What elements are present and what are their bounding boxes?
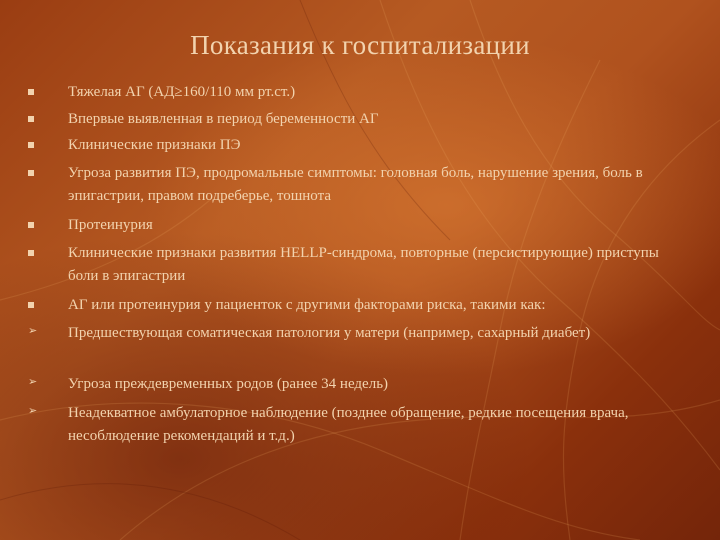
list-item-text: Впервые выявленная в период беременности АГ: [68, 111, 379, 127]
square-bullet-icon: [28, 137, 42, 148]
list-item-text: Предшествующая соматическая патология у матери (например, сахарный диабет): [68, 325, 591, 341]
square-bullet-icon: [28, 111, 42, 122]
square-bullet-icon: [28, 217, 42, 228]
list-item-text: Угроза преждевременных родов (ранее 34 недель): [68, 376, 389, 392]
list-item-text: Неадекватное амбулаторное наблюдение (позднее обращение, редкие посещения врача, несоблюдение рекомендаций и т.д.): [68, 405, 629, 444]
slide-title: Показания к госпитализации: [190, 30, 530, 60]
square-bullet-icon: [28, 84, 42, 95]
list-item-text: Клинические признаки ПЭ: [68, 137, 241, 153]
square-bullet-icon: [28, 245, 42, 256]
arrow-bullet-icon: ➢: [28, 404, 38, 417]
arrow-bullet-icon: ➢: [28, 324, 38, 337]
arrow-bullet-icon: ➢: [28, 375, 38, 388]
list-item-text: Тяжелая АГ (АД≥160/110 мм рт.ст.): [68, 84, 296, 100]
square-bullet-icon: [28, 297, 42, 308]
list-item-text: Угроза развития ПЭ, продромальные симптомы: головная боль, нарушение зрения, боль в эпигастрии, правом подреберье, тошнота: [68, 165, 643, 204]
list-item-text: АГ или протеинурия у пациенток с другими факторами риска, такими как:: [68, 297, 546, 313]
list-item-text: Клинические признаки развития HELLP-синдрома, повторные (персистирующие) приступы боли в эпигастрии: [68, 245, 659, 284]
square-bullet-icon: [28, 165, 42, 176]
list-item-text: Протеинурия: [68, 217, 153, 233]
